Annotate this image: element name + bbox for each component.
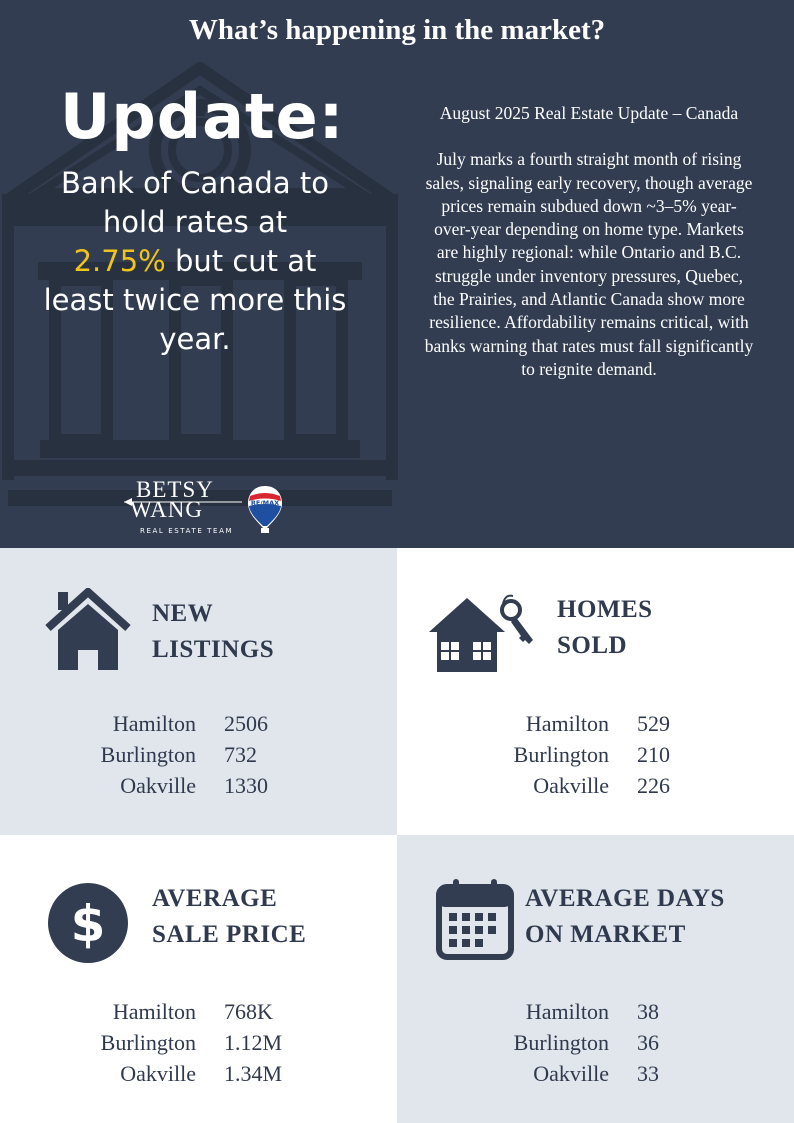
- remax-balloon-icon: [246, 484, 284, 534]
- market-summary: [424, 102, 754, 381]
- average-sale-price-title-line2: SALE PRICE: [152, 921, 307, 948]
- table-row: [485, 708, 670, 739]
- table-row: [72, 770, 268, 801]
- average-sale-price-panel: [0, 835, 397, 1122]
- new-listings-title-line1: NEW: [152, 600, 214, 627]
- table-row: [485, 739, 670, 770]
- rate-value: 2.75%: [73, 244, 166, 278]
- table-row: [72, 996, 282, 1027]
- average-days-title: [525, 881, 725, 953]
- header-banner: [0, 0, 794, 548]
- new-listings-title: [152, 596, 274, 668]
- average-sale-price-title-line1: AVERAGE: [152, 885, 278, 912]
- city-name: Oakville: [533, 773, 609, 798]
- homes-sold-title-line1: HOMES: [557, 596, 653, 623]
- city-name: Oakville: [533, 1061, 609, 1086]
- report-body: July marks a fourth straight month of rising sales, signaling early recovery, though average prices remain subdued down ~3–5% year-over-year depending on home type. Markets are highly regional: while Ontario and B.C. struggle under inventory pressures, Quebec, the Prairies, and Atlantic Canada show more resilience. Affordability remains critical, with banks warning that rates must fall significantly to reignite demand.: [424, 149, 754, 379]
- stat-value: 1.34M: [224, 1061, 283, 1086]
- balloon-text: RE/MAX: [250, 499, 280, 507]
- logo-line-1: BETSY: [136, 477, 214, 502]
- table-row: [485, 996, 659, 1027]
- brand-logo: [122, 478, 292, 540]
- house-key-icon: [427, 592, 539, 674]
- table-row: [72, 739, 268, 770]
- calendar-icon: [435, 877, 515, 961]
- logo-subtitle: REAL ESTATE TEAM: [140, 527, 234, 535]
- stat-value: 210: [637, 742, 670, 767]
- logo-line-2: WANG: [130, 497, 203, 522]
- city-name: Burlington: [100, 1030, 196, 1055]
- page-title: What’s happening in the market?: [188, 14, 606, 46]
- stat-value: 33: [637, 1061, 659, 1086]
- city-name: Hamilton: [525, 711, 609, 736]
- city-name: Burlington: [513, 742, 609, 767]
- average-sale-price-table: [72, 996, 282, 1089]
- city-name: Oakville: [120, 1061, 196, 1086]
- city-name: Hamilton: [112, 711, 196, 736]
- homes-sold-panel: [397, 548, 794, 835]
- homes-sold-title-line2: SOLD: [557, 632, 628, 659]
- table-row: [72, 1058, 282, 1089]
- table-row: [485, 1058, 659, 1089]
- stat-value: 732: [224, 742, 257, 767]
- table-row: [485, 770, 670, 801]
- stat-value: 768K: [224, 999, 273, 1024]
- average-days-table: [485, 996, 659, 1089]
- homes-sold-table: [485, 708, 670, 801]
- table-row: [72, 708, 268, 739]
- stat-value: 2506: [224, 711, 268, 736]
- homes-sold-title: [557, 592, 653, 664]
- stat-value: 36: [637, 1030, 659, 1055]
- new-listings-title-line2: LISTINGS: [152, 636, 275, 663]
- update-heading: Update:: [60, 80, 345, 153]
- table-row: [485, 1027, 659, 1058]
- house-icon: [44, 588, 132, 672]
- rate-announcement: [40, 164, 350, 359]
- average-days-title-line2: ON MARKET: [525, 921, 686, 948]
- average-days-panel: [397, 835, 794, 1123]
- logo-name: [130, 477, 214, 522]
- dollar-icon: [48, 883, 128, 963]
- stat-value: 1.12M: [224, 1030, 283, 1055]
- rate-announcement-lead: Bank of Canada to hold rates at: [61, 166, 329, 239]
- stat-value: 38: [637, 999, 659, 1024]
- new-listings-table: [72, 708, 268, 801]
- svg-text:$: $: [70, 895, 106, 953]
- report-title: August 2025 Real Estate Update – Canada: [439, 103, 739, 123]
- stat-value: 529: [637, 711, 670, 736]
- city-name: Oakville: [120, 773, 196, 798]
- stat-value: 226: [637, 773, 670, 798]
- stat-value: 1330: [224, 773, 268, 798]
- table-row: [72, 1027, 282, 1058]
- city-name: Burlington: [100, 742, 196, 767]
- city-name: Hamilton: [525, 999, 609, 1024]
- average-sale-price-title: [152, 881, 306, 953]
- new-listings-panel: [0, 548, 397, 835]
- average-days-title-line1: AVERAGE DAYS: [525, 885, 725, 912]
- rate-announcement-tail: but cut at least twice more this year.: [43, 244, 347, 356]
- city-name: Hamilton: [112, 999, 196, 1024]
- city-name: Burlington: [513, 1030, 609, 1055]
